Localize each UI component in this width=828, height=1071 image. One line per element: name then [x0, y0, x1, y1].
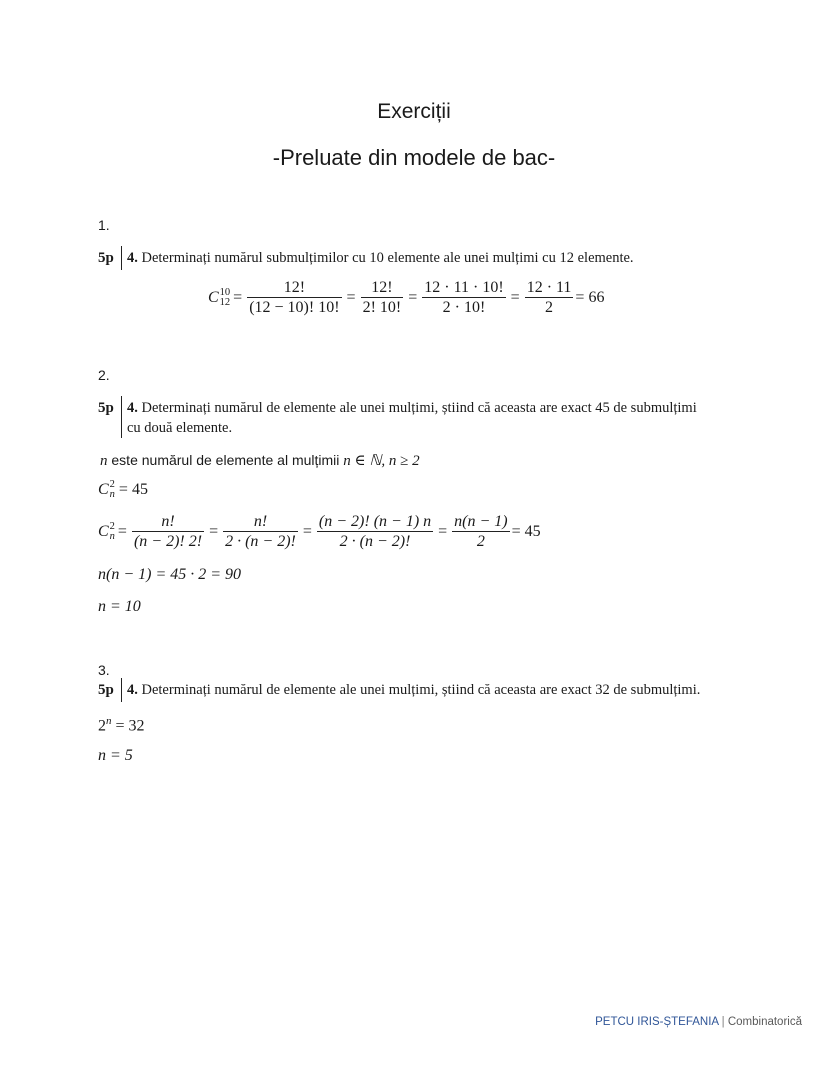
exercise-1-number: 1.: [98, 217, 110, 233]
exercise-3-number: 3.: [98, 662, 110, 678]
note-variable: n: [100, 453, 108, 469]
note-text: este numărul de elemente al mulțimii: [107, 452, 344, 468]
combination-symbol: C: [208, 288, 219, 306]
exercise-2-number: 2.: [98, 367, 110, 383]
exercise-2-task-line1: [127, 400, 697, 417]
exercise-3-task-number: 4.: [127, 682, 138, 698]
fraction-1: $\frac{n!}{(n - 2)! 2!}$: [133, 513, 203, 550]
note-condition: n ∈ ℕ, n ≥ 2: [343, 453, 420, 469]
exercise-2-equation-1: C 2 n = 45: [98, 479, 148, 500]
exercise-2-divider: [121, 396, 122, 438]
exercise-3-divider: [121, 678, 122, 702]
exercise-3-task: [127, 682, 700, 699]
combination-sup: 10: [219, 286, 231, 298]
exercise-1-task: [127, 250, 634, 267]
exercise-2-task-number: 4.: [127, 400, 138, 416]
exercise-3-answer: n = 5: [98, 747, 133, 764]
exercise-1-points: 5p: [98, 250, 114, 266]
page-title: Exerciții: [377, 100, 451, 123]
fraction-1: $\frac{12!}{(12 - 10)! 10!}$: [249, 279, 340, 316]
fraction-4: $\frac{12 \cdot 11}{2}$: [526, 279, 572, 316]
fraction-2: $\frac{n!}{2 \cdot (n - 2)!}$: [225, 513, 296, 550]
exercise-1-task-number: 4.: [127, 250, 138, 266]
equation-result: = 45: [511, 522, 541, 540]
exercise-1-divider: [121, 246, 122, 270]
exercise-2-equation-2: C 2 n = $\frac{n!}{(n - 2)! 2!}$ = $\frac{n!}{2 \cdot (n - 2)!}$ = $\frac{(n - 2)! (n - 1) n}{2 \cdot (n - 2)!}$ = $\frac{n(n - 1)}{2}$ = 45: [98, 513, 541, 550]
exercise-2-note: [100, 451, 420, 470]
footer-separator: |: [721, 1016, 725, 1028]
footer-author: PETCU IRIS-ȘTEFANIA: [595, 1016, 719, 1028]
fraction-3: $\frac{12 \cdot 11 \cdot 10!}{2 \cdot 10!}$: [424, 279, 504, 316]
fraction-4: $\frac{n(n - 1)}{2}$: [454, 513, 508, 550]
exercise-2-task-text: Determinați numărul de elemente ale unei mulțimi, știind că aceasta are exact 45 de submulțimi: [141, 400, 697, 416]
combination-sub: 12: [219, 296, 231, 308]
exercise-1-solution: C 10 12 = $\frac{12!}{(12 - 10)! 10!}$ = $\frac{12!}{2! 10!}$ = $\frac{12 \cdot 11 \cdot 10!}{2 \cdot 10!}$ = $\frac{12 \cdot 11}{2}$ = 66: [208, 279, 605, 316]
exercise-2-points: 5p: [98, 400, 114, 416]
exercise-1-task-text: Determinați numărul submulțimilor cu 10 elemente ale unei mulțimi cu 12 elemente.: [141, 250, 634, 266]
fraction-3: $\frac{(n - 2)! (n - 1) n}{2 \cdot (n - 2)!}$: [318, 513, 432, 550]
exercise-3-points: 5p: [98, 682, 114, 698]
exercise-2-equation-3: n(n − 1) = 45 · 2 = 90: [98, 566, 242, 583]
solution-result: = 66: [575, 288, 605, 306]
combination-indices: [220, 288, 231, 308]
fraction-2: $\frac{12!}{2! 10!}$: [362, 279, 402, 316]
exercise-2-task-line2: cu două elemente.: [127, 420, 233, 436]
exercise-3-equation-1: $2^n = 32$: [98, 715, 145, 735]
exercise-3-task-text: Determinați numărul de elemente ale unei mulțimi, știind că aceasta are exact 32 de submulțimi.: [141, 682, 701, 698]
page-subtitle: -Preluate din modele de bac-: [272, 145, 556, 170]
page-footer: [595, 1016, 802, 1028]
footer-topic: Combinatorică: [727, 1016, 802, 1028]
exercise-2-answer: n = 10: [98, 598, 141, 615]
